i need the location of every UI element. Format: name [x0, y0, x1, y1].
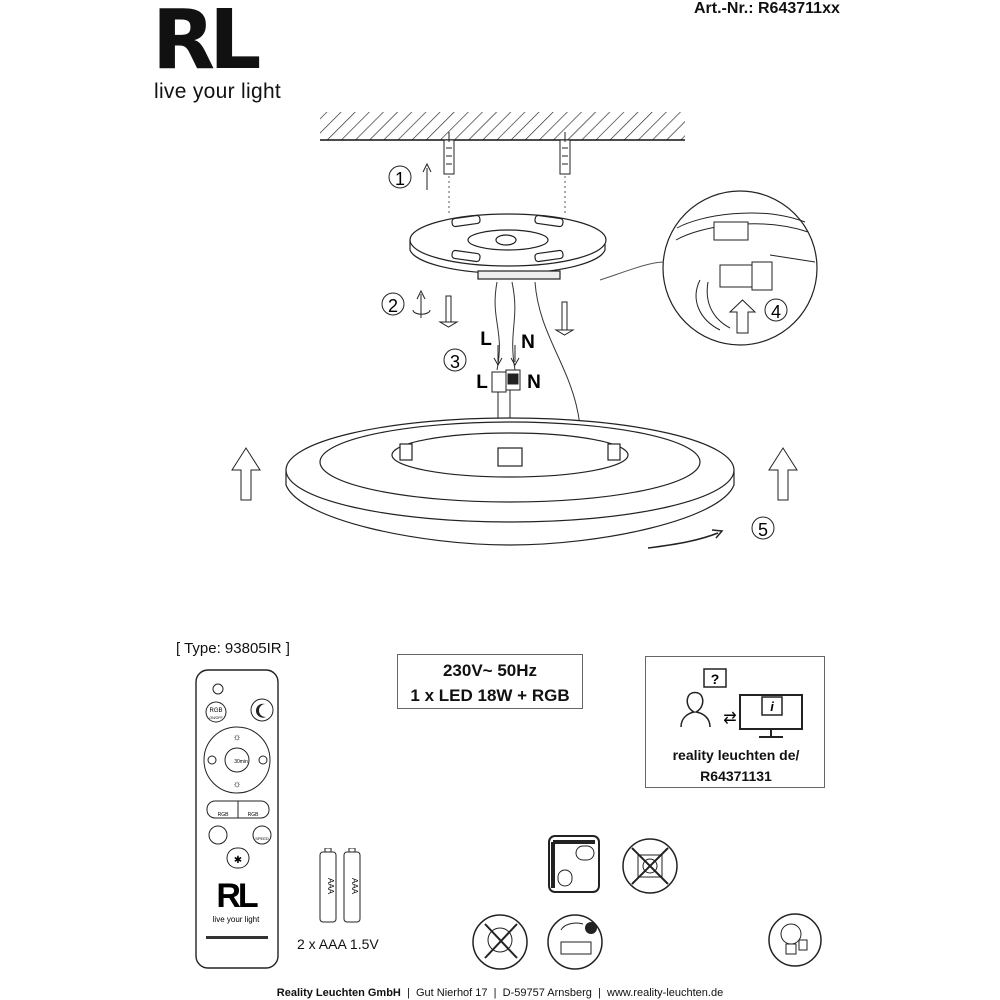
- brand-tagline: live your light: [154, 80, 282, 103]
- exchange-arrows-icon: ⇄: [723, 710, 737, 727]
- no-bulb-replace-icon: [473, 915, 527, 969]
- step-1-number: 1: [394, 169, 406, 189]
- step-3-marker: [444, 349, 466, 372]
- speed-label: SPEED: [255, 836, 269, 841]
- wire-label-n-bottom: N: [527, 372, 541, 393]
- spec-voltage: 230V~ 50Hz: [442, 661, 538, 680]
- timer-label: 30min: [234, 759, 248, 765]
- symbols-row-2: [465, 912, 835, 972]
- remote-tagline: live your light: [212, 915, 260, 924]
- screw-right: [556, 302, 573, 335]
- step-1-marker: [389, 164, 431, 190]
- arrow-up-left: [232, 448, 260, 500]
- brand-logo: RL: [152, 0, 256, 88]
- driver-replace-icon: [548, 915, 602, 969]
- footer-address: Gut Nierhof 17: [415, 987, 488, 999]
- remote-control: [190, 668, 290, 972]
- footer-company: Reality Leuchten GmbH: [276, 987, 401, 999]
- brightness-down-icon: ☼: [232, 779, 242, 790]
- footer-separator-3: |: [598, 987, 601, 999]
- wire-label-n-top: N: [521, 332, 535, 353]
- rgb-button-label: RGB: [209, 708, 223, 714]
- step-3-number: 3: [449, 352, 461, 372]
- wire-label-l-top: L: [480, 329, 492, 350]
- step-4-number: 4: [770, 302, 782, 322]
- footer-separator-1: |: [407, 987, 410, 999]
- led-bulb-icon: [769, 914, 821, 966]
- no-dimmer-icon: [623, 839, 677, 893]
- article-number: Art.-Nr.: R643711xx: [694, 0, 840, 17]
- info-box: [645, 656, 825, 788]
- battery-1-label: AAA: [326, 877, 335, 895]
- step-2-number: 2: [387, 296, 399, 316]
- footer: [0, 987, 1000, 999]
- svg-text:i: i: [770, 699, 774, 714]
- rgb-right-label: RGB: [247, 812, 259, 818]
- info-code: R64371131: [700, 768, 772, 784]
- mounting-plate: [410, 214, 606, 279]
- wire-label-l-bottom: L: [476, 372, 488, 393]
- spec-led: 1 x LED 18W + RGB: [410, 686, 570, 705]
- info-illustration: [656, 667, 816, 743]
- step-5-number: 5: [757, 520, 769, 540]
- rgb-button-sublabel: ON/OFF: [209, 716, 223, 720]
- detail-circle: [663, 191, 817, 345]
- screw-left: [440, 296, 457, 327]
- person-icon: [681, 693, 710, 728]
- symbols-row-1: [540, 830, 710, 900]
- luminaire-body: [286, 418, 734, 545]
- arrow-up-right: [769, 448, 797, 500]
- sparkle-icon: ✱: [233, 855, 243, 866]
- electrical-spec-box: [397, 654, 583, 709]
- footer-separator-2: |: [493, 987, 497, 999]
- batteries: [314, 848, 370, 926]
- step-2-marker: [382, 291, 430, 318]
- battery-2-label: AAA: [350, 877, 359, 895]
- svg-text:?: ?: [710, 671, 720, 687]
- info-url: reality leuchten de/: [672, 747, 800, 763]
- remote-logo: RL: [216, 877, 256, 915]
- rgb-left-label: RGB: [217, 812, 229, 818]
- battery-spec-label: 2 x AAA 1.5V: [297, 936, 379, 952]
- brightness-up-icon: ☼: [232, 732, 242, 743]
- footer-website: www.reality-leuchten.de: [607, 987, 724, 999]
- remote-type-label: [ Type: 93805IR ]: [176, 640, 290, 657]
- footer-city: D-59757 Arnsberg: [502, 987, 592, 999]
- ceiling-hatch: [320, 112, 685, 140]
- ceiling-mount-icon: [549, 836, 599, 892]
